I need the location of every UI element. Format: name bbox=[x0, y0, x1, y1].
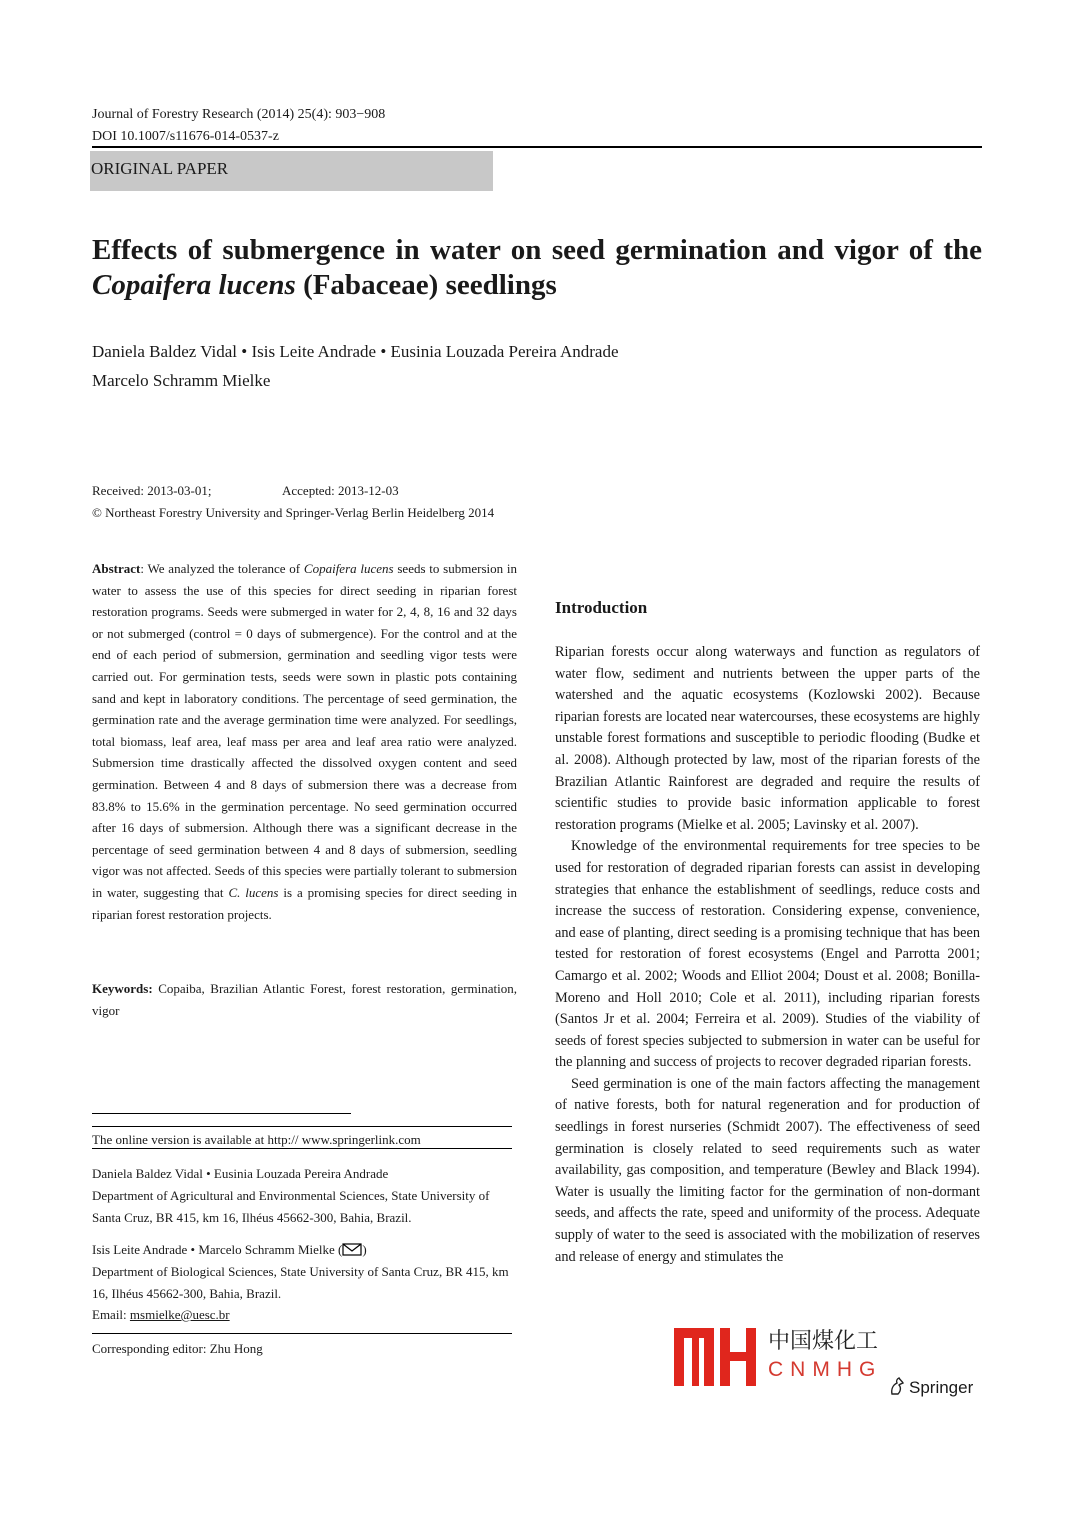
introduction-body bbox=[555, 642, 980, 1268]
accepted-date: Accepted: 2013-12-03 bbox=[282, 483, 399, 498]
received-date: Received: 2013-03-01; bbox=[92, 483, 212, 498]
affiliation1-names: Daniela Baldez Vidal • Eusinia Louzada Pereira Andrade bbox=[92, 1166, 389, 1181]
title-part1: Effects of submergence in water on seed germination and vigor of the bbox=[92, 234, 982, 266]
abstract-species-b: C. lucens bbox=[228, 884, 279, 900]
editor-rule bbox=[92, 1333, 512, 1334]
online-rule-top bbox=[92, 1126, 512, 1127]
doi[interactable]: DOI 10.1007/s11676-014-0537-z bbox=[92, 129, 279, 144]
abstract-text-c: is a promising species for direct seeding in riparian forest restoration projects. bbox=[92, 884, 517, 922]
abstract bbox=[92, 558, 517, 925]
springer-logo bbox=[888, 1376, 973, 1398]
paper-title bbox=[92, 233, 982, 303]
online-rule-bottom bbox=[92, 1148, 512, 1149]
title-part2: (Fabaceae) seedlings bbox=[295, 269, 557, 301]
affiliation2-close: ) bbox=[362, 1242, 367, 1257]
authors-line1: Daniela Baldez Vidal • Isis Leite Andrade • Eusinia Louzada Pereira Andrade bbox=[92, 342, 619, 361]
title-species: Copaifera lucens bbox=[92, 269, 296, 301]
affiliation2-address: Department of Biological Sciences, State University of Santa Cruz, BR 415, km 16, Ilhéus 45662-300, Bahia, Brazil. bbox=[92, 1264, 509, 1301]
abstract-text-b: seeds to submersion in water to assess the use of this species for direct seeding in riparian forest restoration programs. Seeds were submerged in water for 2, 4, 8, 16 and 32 days or not submerged (control = 0 days of submergence). For the control and at the end of each period of submersion, germination and seedling vigor tests were carried out. For germination tests, seeds were sown in plastic pots containing sand and kept in laboratory conditions. The percentage of seed germination, the germination rate and the average germination time were analyzed. For seedlings, total biomass, leaf area, leaf mass per area and leaf area ratio were analyzed. Submersion time drastically affected the dissolved oxygen content and seed germination. Between 4 and 8 days of submersion there was a decrease from 83.8% to 15.6% in the germination percentage. No seed germination occurred after 16 days of submersion. Although there was a significant decrease in the percentage of seed germination between 4 and 8 days of submersion, seedling vigor was not affected. Seeds of this species were partially tolerant to submersion in water, suggesting that bbox=[92, 561, 517, 900]
abstract-text-a: : We analyzed the tolerance of bbox=[140, 561, 304, 576]
affiliation1-address: Department of Agricultural and Environmental Sciences, State University of Santa Cruz, BR 415, km 16, Ilhéus 45662-300, Bahia, Brazil. bbox=[92, 1188, 490, 1225]
introduction-heading: Introduction bbox=[555, 598, 648, 617]
online-version[interactable]: The online version is available at http:// www.springerlink.com bbox=[92, 1132, 421, 1147]
intro-paragraph-2: Knowledge of the environmental requirements for tree species to be used for restoration of degraded riparian forests can assist in developing strategies that enhance the establishment of seedlings, reduce costs and increase the success of restoration. Considering expense, convenience, and ease of planting, direct seeding is a promising technique that has been tested for restoration of forest ecosystems (Engel and Parrotta 2001; Camargo et al. 2002; Woods and Elliot 2004; Doust et al. 2008; Bonilla-Moreno and Holl 2010; Cole et al. 2011), including riparian forests (Santos Jr et al. 2004; Ferreira et al. 2009). Studies of the viability of seeds of forest species subjected to submersion in water can be useful for the planning and success of projects to recover degraded riparian forests. bbox=[555, 838, 980, 1071]
email-label: Email: bbox=[92, 1307, 130, 1322]
authors-line2: Marcelo Schramm Mielke bbox=[92, 371, 271, 390]
springer-name: Springer bbox=[909, 1378, 974, 1397]
email-line bbox=[92, 1304, 517, 1326]
affiliation2-names bbox=[92, 1239, 517, 1261]
watermark-cn: 中国煤化工 bbox=[766, 1324, 880, 1355]
affiliation2-names-text: Isis Leite Andrade • Marcelo Schramm Mielke ( bbox=[92, 1242, 343, 1257]
journal-citation: Journal of Forestry Research (2014) 25(4): 903−908 bbox=[92, 107, 386, 122]
intro-paragraph-3: Seed germination is one of the main factors affecting the management of native forests, both for natural regeneration and for production of seedlings in forest nurseries (Schmidt 2007). The effectiveness of seed germination is closely related to seed requirements such as water availability, gas composition, and temperature (Bewley and Black 1994). Water is usually the limiting factor for the germination of non-dormant seeds, and affects the rate, speed and uniformity of the process. Adequate supply of water to the seed is associated with the mobilization of reserves and release of energy and stimulates the bbox=[555, 1075, 980, 1265]
abstract-species-a: Copaifera lucens bbox=[303, 561, 394, 576]
copyright: © Northeast Forestry University and Springer-Verlag Berlin Heidelberg 2014 bbox=[92, 505, 495, 520]
envelope-icon bbox=[342, 1243, 362, 1256]
keywords-label: Keywords: bbox=[92, 981, 153, 996]
section-label: ORIGINAL PAPER bbox=[91, 159, 229, 178]
email-link[interactable]: msmielke@uesc.br bbox=[129, 1307, 230, 1322]
watermark-en: CNMHG bbox=[768, 1358, 883, 1381]
corresponding-editor: Corresponding editor: Zhu Hong bbox=[92, 1341, 263, 1356]
header-rule bbox=[92, 146, 982, 148]
footnote-separator bbox=[92, 1113, 351, 1114]
keywords bbox=[92, 978, 517, 1021]
intro-paragraph-1: Riparian forests occur along waterways and function as regulators of water flow, sediment and nutrients between the upper parts of the watershed and the aquatic ecosystems (Kozlowski 2002). Because riparian forests are located near watercourses, these ecosystems are highly unstable forest formations and susceptible to periodic flooding (Budke et al. 2008). Although protected by law, most of the riparian forests of the Brazilian Atlantic Rainforest are degraded and require the results of scientific studies to provide basic information applicable to forest restoration programs (Mielke et al. 2005; Lavinsky et al. 2007). bbox=[555, 644, 980, 833]
springer-horse-icon bbox=[888, 1376, 906, 1396]
abstract-label: Abstract bbox=[92, 561, 141, 576]
keywords-text: Copaiba, Brazilian Atlantic Forest, forest restoration, germination, vigor bbox=[92, 981, 517, 1018]
